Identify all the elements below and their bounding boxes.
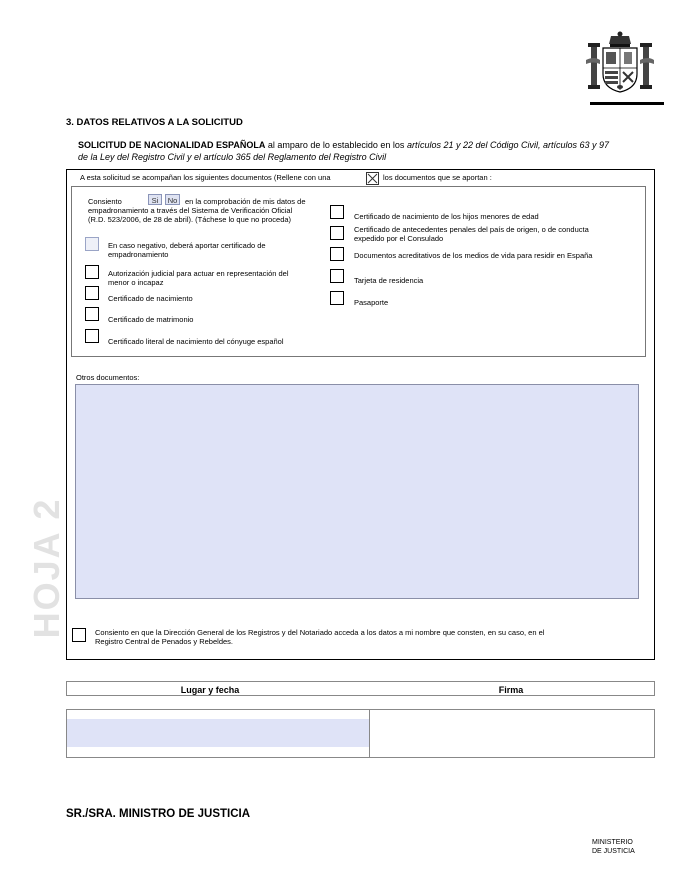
header-rule: [590, 102, 664, 105]
left-item-matrimonio: Certificado de matrimonio: [108, 315, 194, 324]
documents-header: [80, 173, 331, 182]
firma-field[interactable]: [370, 710, 654, 757]
checkbox-hijos[interactable]: [330, 205, 344, 219]
ministry-line1: MINISTERIO: [592, 839, 633, 846]
left-item-line2: empadronamiento: [108, 250, 169, 259]
consent-no-option[interactable]: No: [165, 194, 180, 205]
consent-line-1: en la comprobación de mis datos de: [185, 197, 306, 206]
consent-si-option[interactable]: Si: [148, 194, 162, 205]
checkbox-conyuge[interactable]: [85, 329, 99, 343]
otros-documentos-textarea[interactable]: [75, 384, 639, 599]
intro-italic-1: artículos 21 y 22 del Código Civil, artículos 63 y 97: [406, 140, 610, 150]
left-item-conyuge: Certificado literal de nacimiento del cónyuge español: [108, 337, 284, 346]
addressee: SR./SRA. MINISTRO DE JUSTICIA: [66, 808, 251, 820]
final-consent-line1: Consiento en que la Dirección General de los Registros y del Notariado acceda a los datos a mi nombre que consten, en su caso, en el: [95, 628, 545, 637]
lugar-fecha-label: Lugar y fecha: [180, 685, 240, 695]
right-item-line2: expedido por el Consulado: [354, 234, 444, 243]
intro-italic-2: de la Ley del Registro Civil y el artículo 365 del Reglamento del Registro Civil: [78, 152, 387, 162]
checkbox-medios-vida[interactable]: [330, 247, 344, 261]
side-label-hoja: HOJA 2: [26, 497, 67, 639]
checkbox-empadronamiento[interactable]: [85, 237, 99, 251]
checkbox-certificado-matrimonio[interactable]: [85, 307, 99, 321]
consent-line-2: empadronamiento a través del Sistema de Verificación Oficial: [88, 206, 293, 215]
ministry-label: [592, 838, 635, 856]
lugar-fecha-field[interactable]: [67, 719, 369, 747]
right-item-tarjeta: Tarjeta de residencia: [354, 276, 424, 285]
checkbox-certificado-nacimiento[interactable]: [85, 286, 99, 300]
documents-header-after: los documentos que se aportan :: [383, 173, 492, 182]
left-item-line2: menor o incapaz: [108, 278, 164, 287]
left-item-line1: En caso negativo, deberá aportar certificado de: [108, 241, 266, 250]
consent-consiento: Consiento: [88, 197, 122, 206]
intro-bold: SOLICITUD DE NACIONALIDAD ESPAÑOLA: [78, 140, 266, 150]
coat-of-arms-icon: [583, 30, 657, 100]
left-item-autorizacion: [108, 269, 289, 287]
x-checkbox-icon: [366, 172, 379, 185]
checkbox-antecedentes[interactable]: [330, 226, 344, 240]
final-consent-text: [95, 628, 544, 646]
right-item-medios: Documentos acreditativos de los medios de vida para residir en España: [354, 251, 593, 260]
otros-label: Otros documentos:: [76, 373, 140, 382]
intro-paragraph: [78, 139, 658, 163]
left-item-nacimiento: Certificado de nacimiento: [108, 294, 193, 303]
ministry-line2: DE JUSTICIA: [592, 848, 635, 855]
checkbox-pasaporte[interactable]: [330, 291, 344, 305]
consent-line-3: (R.D. 523/2006, de 28 de abril). (Táchese lo que no proceda): [88, 215, 292, 224]
checkbox-consent-penados[interactable]: [72, 628, 86, 642]
documents-header-before: A esta solicitud se acompañan los siguientes documentos (Rellene con una: [80, 173, 331, 182]
checkbox-tarjeta-residencia[interactable]: [330, 269, 344, 283]
right-item-line1: Certificado de antecedentes penales del país de origen, o de conducta: [354, 225, 589, 234]
left-item-empadronamiento: [108, 241, 266, 259]
checkbox-autorizacion-judicial[interactable]: [85, 265, 99, 279]
right-item-antecedentes: [354, 225, 589, 243]
final-consent-line2: Registro Central de Penados y Rebeldes.: [95, 637, 233, 646]
section-title: 3. DATOS RELATIVOS A LA SOLICITUD: [66, 117, 243, 128]
firma-label: Firma: [498, 685, 524, 695]
intro-text: al amparo de lo establecido en los: [265, 140, 407, 150]
left-item-line1: Autorización judicial para actuar en representación del: [108, 269, 289, 278]
right-item-pasaporte: Pasaporte: [354, 298, 389, 307]
right-item-hijos: Certificado de nacimiento de los hijos menores de edad: [354, 212, 539, 221]
